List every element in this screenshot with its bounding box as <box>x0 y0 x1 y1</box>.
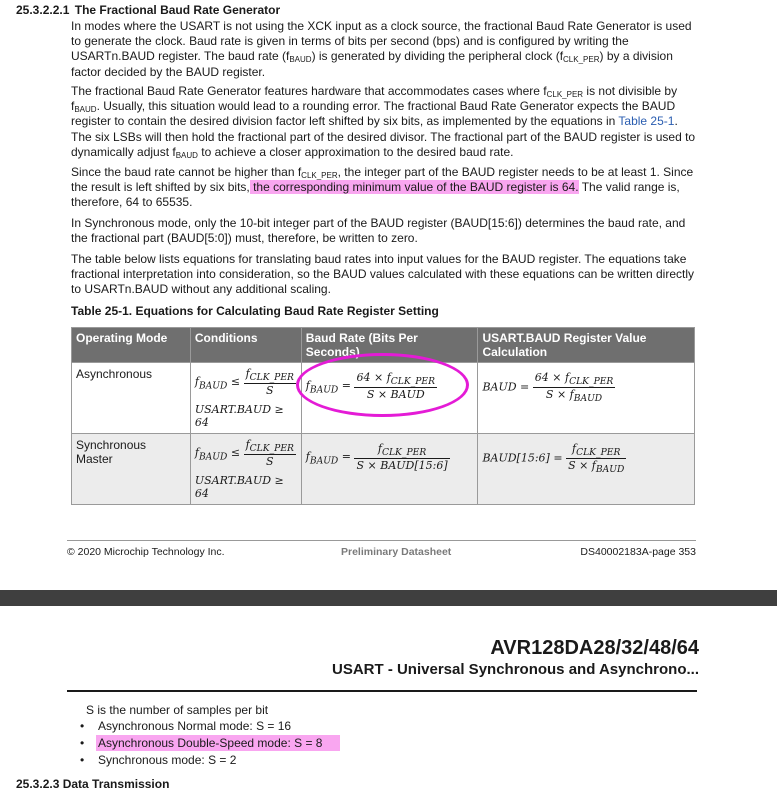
header-operating-mode: Operating Mode <box>72 328 191 363</box>
table-25-1-link[interactable]: Table 25-1 <box>618 114 675 129</box>
samples-text: S is the number of samples per bit <box>86 703 269 717</box>
page-separator <box>0 590 777 606</box>
list-item: • Synchronous mode: S = 2 <box>80 753 237 767</box>
register-calc-equation: BAUD = $\frac{64 \times f_{CLK\_PER}}{S \times f_{BAUD}}$ <box>482 371 614 405</box>
footer-status: Preliminary Datasheet <box>341 546 452 558</box>
paragraph-3: Since the baud rate cannot be higher than $f_{CLK\_PER}$, the integer part of the BAUD register needs to be at least 1. Since the result is left shifted by six bits, the corresponding minimum value of the BAUD register is 64. The valid range is, therefore, 64 to 65535. <box>71 165 694 210</box>
table-row <box>72 434 695 505</box>
paragraph-5: The table below lists equations for translating baud rates into input values for the BAUD register. The equations take fractional interpretation into consideration, so the BAUD values calculated with these equations can be written directly to USARTn.BAUD without any additional scaling. <box>71 252 695 297</box>
sample-modes-list <box>80 718 340 769</box>
paragraph-1: In modes where the USART is not using the XCK input as a clock source, the fractional Baud Rate Generator is used to generate the clock. Baud rate is given in terms of bits per second (bps) and is configured by writing the USARTn.BAUD register. The baud rate $(f_{BAUD})$ is generated by dividing the peripheral clock $(f_{CLK\_PER})$ by a division factor decided by the BAUD register. <box>71 19 692 79</box>
paragraph-4: In Synchronous mode, only the 10-bit integer part of the BAUD register (BAUD[15:6]) determines the baud rate, and the fractional part (BAUD[5:0]) must, therefore, be written to zero. <box>71 216 686 246</box>
footer-divider <box>67 540 696 541</box>
mode-cell: Synchronous Master <box>72 434 191 505</box>
annotation-circle <box>296 353 469 417</box>
header-register-calc: USART.BAUD Register Value Calculation <box>478 328 695 363</box>
mode-cell: Asynchronous <box>72 363 191 434</box>
condition-equation: $f_{BAUD}$ ≤ $\frac{f_{CLK\_PER}}{S}$ <box>194 438 294 469</box>
condition-equation: $f_{BAUD}$ ≤ $\frac{f_{CLK\_PER}}{S}$ <box>194 367 294 398</box>
register-calc-cell <box>478 363 695 434</box>
register-calc-cell <box>478 434 695 505</box>
document-subtitle: USART - Universal Synchronous and Asynchrono... <box>331 661 699 678</box>
paragraph-2: The fractional Baud Rate Generator features hardware that accommodates cases where $f_{CLK\_PER}$ is not divisible by $f_{BAUD}$. Usually, this situation would lead to a rounding error. The fractional Baud Rate Generator expects the BAUD register to contain the desired division factor left shifted by six bits, as implemented by the equations in Table 25-1. The six LSBs will then hold the fractional part of the desired divisor. The fractional part of the BAUD register is used to dynamically adjust $f_{BAUD}$ to achieve a closer approximation to the desired baud rate. <box>71 84 696 160</box>
condition-min-baud: USART.BAUD ≥ 64 <box>194 474 284 501</box>
section-title: The Fractional Baud Rate Generator <box>74 3 281 17</box>
table-title: Table 25-1. Equations for Calculating Baud Rate Register Setting <box>71 304 439 318</box>
baud-rate-equation: $f_{BAUD}$ = $\frac{64 \times f_{CLK\_PER}}{\text{S × BAUD}}$ <box>305 371 436 402</box>
header-conditions: Conditions <box>190 328 301 363</box>
condition-min-baud: USART.BAUD ≥ 64 <box>194 403 284 430</box>
condition-cell <box>190 434 301 505</box>
header-divider <box>67 690 697 692</box>
baud-rate-cell <box>301 434 478 505</box>
highlighted-text: Asynchronous Double-Speed mode: S = 8 <box>96 735 340 751</box>
footer-docnum: DS40002183A-page 353 <box>580 546 696 558</box>
bullet-icon: • <box>80 753 85 767</box>
list-item: • Asynchronous Normal mode: S = 16 <box>80 719 292 733</box>
baud-rate-equation: $f_{BAUD}$ = $\frac{f_{CLK\_PER}}{\text{S × BAUD[15:6]}}$ <box>305 442 448 473</box>
section-number: 25.3.2.2.1 <box>16 3 70 17</box>
condition-cell <box>190 363 301 434</box>
section-heading <box>16 3 280 17</box>
bullet-icon: • <box>80 719 85 733</box>
document-title: AVR128DA28/32/48/64 <box>490 637 699 659</box>
register-calc-equation: BAUD[15:6] = $\frac{f_{CLK\_PER}}{S \times f_{BAUD}}$ <box>482 442 625 476</box>
highlighted-text: the corresponding minimum value of the BAUD register is 64. <box>249 180 579 195</box>
header-baud-rate: Baud Rate (Bits Per Seconds) <box>301 328 478 363</box>
next-section-heading: 25.3.2.3 Data Transmission <box>16 777 170 791</box>
footer-copyright: © 2020 Microchip Technology Inc. <box>67 546 225 558</box>
bullet-icon: • <box>80 736 85 750</box>
list-item <box>80 735 340 752</box>
